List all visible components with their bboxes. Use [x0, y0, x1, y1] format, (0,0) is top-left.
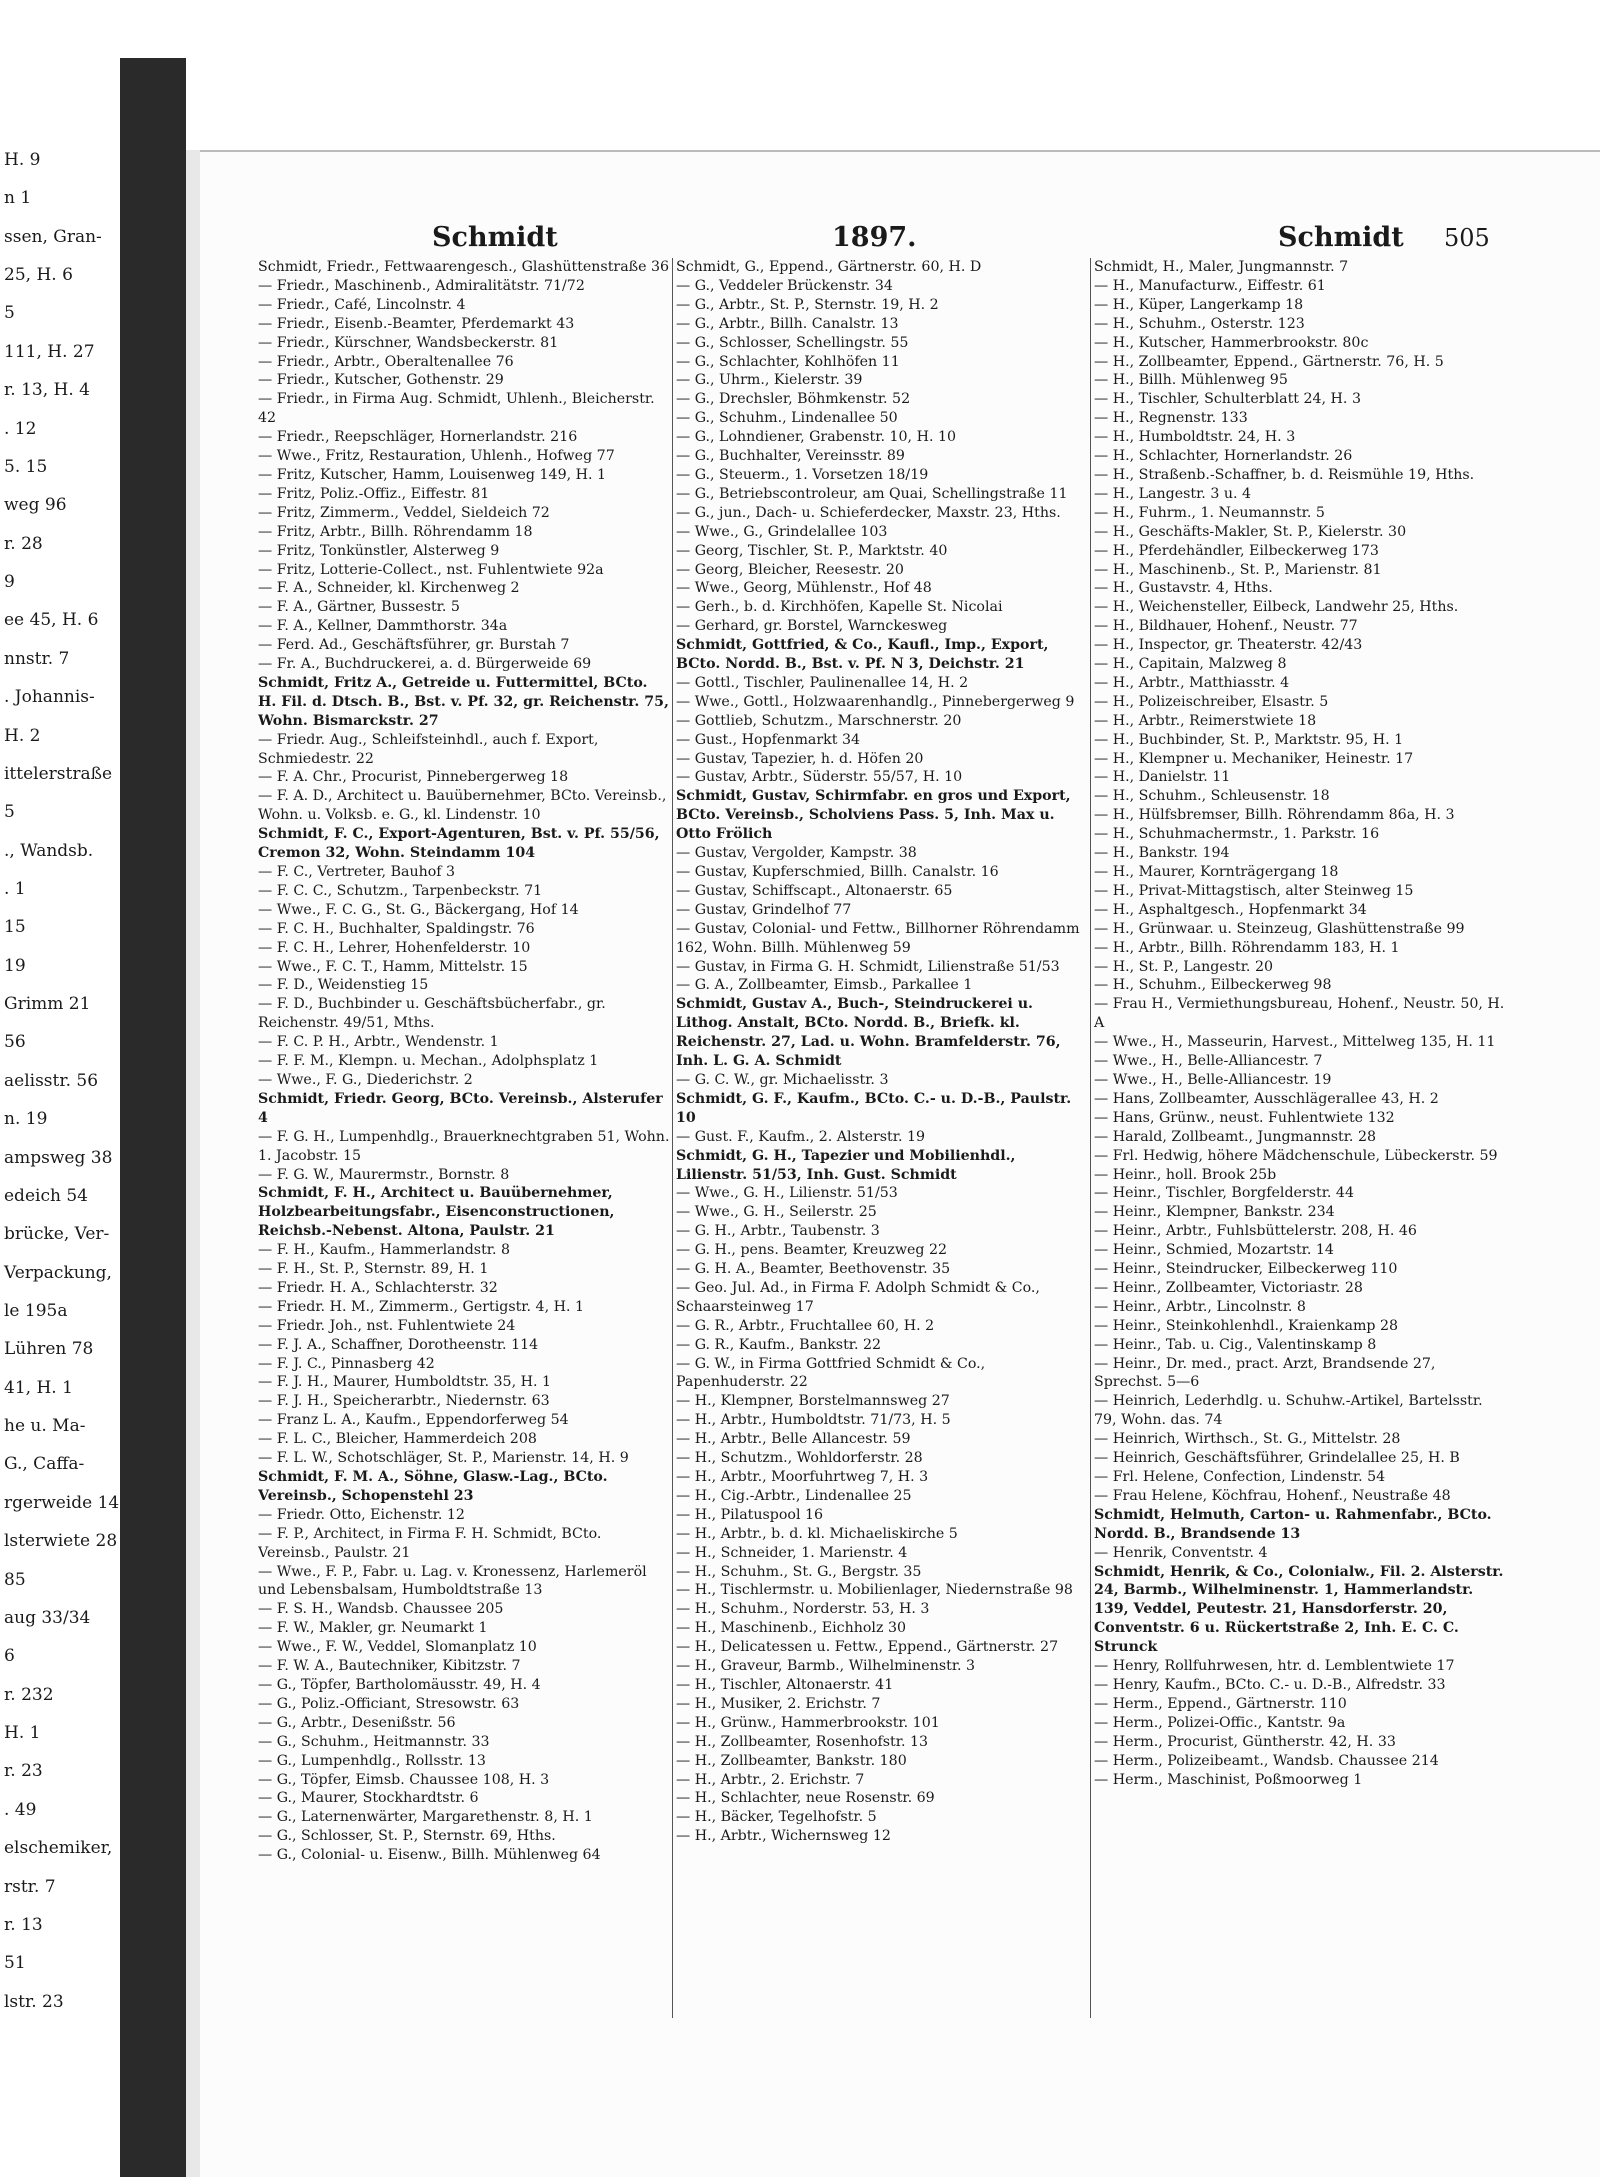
directory-entry: — Friedr., Eisenb.-Beamter, Pferdemarkt 43	[258, 315, 575, 332]
directory-entry: — H., Cig.-Arbtr., Lindenallee 25	[676, 1487, 912, 1504]
previous-page-text-fragment: 56	[4, 1032, 26, 1052]
previous-page-text-fragment: 111, H. 27	[4, 342, 95, 362]
directory-entry: — G. H., pens. Beamter, Kreuzweg 22	[676, 1242, 948, 1259]
header-right-surname: Schmidt	[1278, 222, 1404, 253]
directory-entry: — H., Langestr. 3 u. 4	[1094, 485, 1252, 502]
directory-entry: — Wwe., G., Grindelallee 103	[676, 523, 888, 540]
directory-entry: — Wwe., F. W., Veddel, Slomanplatz 10	[258, 1639, 537, 1656]
directory-entry: — Heinr., Steindrucker, Eilbeckerweg 110	[1094, 1261, 1398, 1278]
previous-page-text-fragment: 15	[4, 917, 26, 937]
previous-page-text-fragment: ampsweg 38	[4, 1148, 113, 1168]
previous-page-text-fragment: Verpackung,	[4, 1263, 112, 1283]
directory-entry: — G., Lumpenhdlg., Rollsstr. 13	[258, 1752, 486, 1769]
directory-entry: — G. W., in Firma Gottfried Schmidt & Co., Papenhuderstr. 22	[676, 1355, 986, 1391]
directory-entry: — Wwe., Gottl., Holzwaarenhandlg., Pinnebergerweg 9	[676, 693, 1075, 710]
directory-entry: — Frau Helene, Köchfrau, Hohenf., Neustraße 48	[1094, 1487, 1451, 1504]
page-fold	[186, 150, 200, 2177]
directory-column-3	[1094, 258, 1506, 2018]
directory-entry: — H., Arbtr., Billh. Röhrendamm 183, H. 1	[1094, 939, 1400, 956]
directory-entry: — H., Graveur, Barmb., Wilhelminenstr. 3	[676, 1658, 976, 1675]
directory-entry: — H., Schuhm., Norderstr. 53, H. 3	[676, 1601, 930, 1618]
directory-entry: — Gustav, Kupferschmied, Billh. Canalstr. 16	[676, 864, 999, 880]
directory-entry: Schmidt, F. H., Architect u. Bauübernehmer, Holzbearbeitungsfabr., Eisenconstructionen, Reichsb.-Nebenst. Altona, Paulstr. 21	[258, 1185, 615, 1240]
directory-entry: — H., Tischler, Schulterblatt 24, H. 3	[1094, 391, 1361, 408]
directory-entry: — H., Bankstr. 194	[1094, 845, 1230, 862]
directory-entry: — Friedr., Café, Lincolnstr. 4	[258, 296, 466, 313]
directory-entry: — H., Fuhrm., 1. Neumannstr. 5	[1094, 504, 1325, 521]
directory-entry: — Gustav, Schiffscapt., Altonaerstr. 65	[676, 882, 953, 899]
directory-entry: — G., Töpfer, Eimsb. Chaussee 108, H. 3	[258, 1771, 550, 1788]
directory-entry: — H., Arbtr., Reimerstwiete 18	[1094, 712, 1317, 729]
directory-entry: — Friedr. Otto, Eichenstr. 12	[258, 1506, 465, 1523]
directory-entry: — F. W. A., Bautechniker, Kibitzstr. 7	[258, 1658, 521, 1675]
previous-page-text-fragment: lstr. 23	[4, 1992, 64, 2012]
directory-entry: Schmidt, Fritz A., Getreide u. Futtermittel, BCto. H. Fil. d. Dtsch. B., Bst. v. Pf. 32, gr. Reichenstr. 75, Wohn. Bismarckstr. 27	[258, 674, 669, 729]
previous-page-text-fragment: 6	[4, 1646, 15, 1666]
directory-entry: — H., Zollbeamter, Eppend., Gärtnerstr. 76, H. 5	[1094, 353, 1444, 370]
directory-entry: — Henrik, Conventstr. 4	[1094, 1544, 1268, 1561]
directory-entry: — Friedr. Joh., nst. Fuhlentwiete 24	[258, 1317, 516, 1334]
directory-entry: — Heinr., Tab. u. Cig., Valentinskamp 8	[1094, 1336, 1377, 1353]
previous-page-fragment	[0, 140, 122, 2040]
directory-entry: — H., Bildhauer, Hohenf., Neustr. 77	[1094, 618, 1358, 635]
directory-entry: — Heinr., Arbtr., Fuhlsbüttelerstr. 208, H. 46	[1094, 1223, 1417, 1240]
directory-entry: — H., Privat-Mittagstisch, alter Steinweg 15	[1094, 882, 1414, 899]
directory-entry: — F. A. Chr., Procurist, Pinnebergerweg 18	[258, 769, 569, 786]
directory-entry: — Heinr., Tischler, Borgfelderstr. 44	[1094, 1185, 1354, 1202]
directory-entry: — G., Schlosser, Schellingstr. 55	[676, 334, 909, 351]
directory-entry: Schmidt, F. M. A., Söhne, Glasw.-Lag., BCto. Vereinsb., Schopenstehl 23	[258, 1469, 608, 1504]
previous-page-text-fragment: 9	[4, 572, 15, 592]
directory-entry: — F. H., St. P., Sternstr. 89, H. 1	[258, 1261, 489, 1278]
directory-entry: — Wwe., Fritz, Restauration, Uhlenh., Hofweg 77	[258, 448, 615, 465]
directory-entry: — F. J. C., Pinnasberg 42	[258, 1355, 435, 1372]
directory-entry: — Gustav, Vergolder, Kampstr. 38	[676, 845, 917, 862]
previous-page-text-fragment: n. 19	[4, 1109, 48, 1129]
directory-entry: — Wwe., H., Masseurin, Harvest., Mittelweg 135, H. 11	[1094, 1034, 1496, 1051]
directory-entry: — H., Grünwaar. u. Steinzeug, Glashüttenstraße 99	[1094, 920, 1465, 937]
directory-entry: — Fritz, Poliz.-Offiz., Eiffestr. 81	[258, 485, 490, 502]
directory-entry: — F. C. H., Lehrer, Hohenfelderstr. 10	[258, 939, 531, 956]
directory-entry: — F. C. C., Schutzm., Tarpenbeckstr. 71	[258, 882, 543, 899]
directory-entry: — H., Gustavstr. 4, Hths.	[1094, 580, 1273, 597]
directory-entry: — H., Musiker, 2. Erichstr. 7	[676, 1695, 881, 1712]
column-divider	[1090, 258, 1091, 2018]
directory-entry: — H., Arbtr., b. d. kl. Michaeliskirche 5	[676, 1525, 958, 1542]
previous-page-text-fragment: r. 232	[4, 1685, 54, 1705]
directory-entry: — Friedr., Kürschner, Wandsbeckerstr. 81	[258, 334, 559, 351]
previous-page-text-fragment: ., Wandsb.	[4, 841, 94, 861]
directory-entry: — H., Tischlermstr. u. Mobilienlager, Niedernstraße 98	[676, 1582, 1073, 1599]
previous-page-text-fragment: G., Caffa-	[4, 1454, 85, 1474]
previous-page-text-fragment: . 1	[4, 879, 26, 899]
directory-entry: — Wwe., Georg, Mühlenstr., Hof 48	[676, 580, 932, 597]
previous-page-text-fragment: aelisstr. 56	[4, 1071, 99, 1091]
directory-entry: — G. H., Arbtr., Taubenstr. 3	[676, 1223, 880, 1240]
directory-entry: — G., Uhrm., Kielerstr. 39	[676, 372, 863, 389]
directory-entry: — H., Arbtr., 2. Erichstr. 7	[676, 1771, 865, 1788]
directory-entry: — Fritz, Tonkünstler, Alsterweg 9	[258, 542, 500, 559]
directory-entry: — Gerhard, gr. Borstel, Warnckesweg	[676, 618, 948, 635]
previous-page-text-fragment: r. 28	[4, 534, 43, 554]
directory-entry: — Harald, Zollbeamt., Jungmannstr. 28	[1094, 1128, 1377, 1145]
page-header	[200, 222, 1490, 258]
directory-entry: — Gustav, Tapezier, h. d. Höfen 20	[676, 750, 924, 767]
directory-entry: — G. A., Zollbeamter, Eimsb., Parkallee 1	[676, 977, 973, 994]
directory-entry: — Henry, Rollfuhrwesen, htr. d. Lemblentwiete 17	[1094, 1658, 1455, 1675]
previous-page-text-fragment: lsterwiete 28	[4, 1531, 118, 1551]
previous-page-text-fragment: 5. 15	[4, 457, 48, 477]
directory-entry: — Gustav, in Firma G. H. Schmidt, Lilienstraße 51/53	[676, 958, 1060, 975]
previous-page-text-fragment: 85	[4, 1570, 26, 1590]
directory-entry: — G. R., Kaufm., Bankstr. 22	[676, 1336, 882, 1353]
directory-entry: — H., Asphaltgesch., Hopfenmarkt 34	[1094, 901, 1367, 918]
directory-entry: — Hans, Grünw., neust. Fuhlentwiete 132	[1094, 1109, 1395, 1126]
directory-entry: Schmidt, Helmuth, Carton- u. Rahmenfabr., BCto. Nordd. B., Brandsende 13	[1094, 1506, 1492, 1542]
previous-page-text-fragment: rgerweide 14	[4, 1493, 120, 1513]
directory-entry: — Fritz, Kutscher, Hamm, Louisenweg 149, H. 1	[258, 466, 607, 483]
directory-entry: — Friedr., Maschinenb., Admiralitätstr. 71/72	[258, 277, 585, 294]
previous-page-text-fragment: 51	[4, 1953, 26, 1973]
directory-entry: Schmidt, G. H., Tapezier und Mobilienhdl., Lilienstr. 51/53, Inh. Gust. Schmidt	[676, 1147, 1016, 1183]
directory-entry: — Heinr., holl. Brook 25b	[1094, 1166, 1277, 1183]
directory-entry: — F. J. A., Schaffner, Dorotheenstr. 114	[258, 1336, 539, 1353]
directory-entry: — Gust. F., Kaufm., 2. Alsterstr. 19	[676, 1128, 926, 1145]
directory-entry: — H., Arbtr., Moorfuhrtweg 7, H. 3	[676, 1469, 929, 1485]
previous-page-text-fragment: 41, H. 1	[4, 1378, 73, 1398]
previous-page-text-fragment: n 1	[4, 188, 32, 208]
directory-entry: — G., Schuhm., Heitmannstr. 33	[258, 1733, 490, 1750]
directory-entry: — Gustav, Colonial- und Fettw., Billhorner Röhrendamm 162, Wohn. Billh. Mühlenweg 59	[676, 920, 1080, 956]
directory-entry: — F. L. C., Bleicher, Hammerdeich 208	[258, 1431, 537, 1448]
directory-entry: — Heinrich, Wirthsch., St. G., Mittelstr. 28	[1094, 1431, 1401, 1448]
directory-entry: — H., Arbtr., Wichernsweg 12	[676, 1828, 891, 1845]
directory-entry: — H., Klempner, Borstelmannsweg 27	[676, 1393, 950, 1410]
directory-entry: — H., Schuhm., Osterstr. 123	[1094, 315, 1305, 332]
previous-page-text-fragment: ittelerstraße	[4, 764, 113, 784]
directory-entry: — Friedr., Reepschläger, Hornerlandstr. 216	[258, 429, 578, 446]
directory-entry: — Herm., Procurist, Güntherstr. 42, H. 33	[1094, 1733, 1396, 1750]
directory-entry: — Friedr. H. A., Schlachterstr. 32	[258, 1279, 498, 1296]
previous-page-text-fragment: H. 1	[4, 1723, 41, 1743]
directory-entry: — Wwe., F. G., Diederichstr. 2	[258, 1071, 473, 1088]
directory-entry: Schmidt, Gustav A., Buch-, Steindruckerei u. Lithog. Anstalt, BCto. Nordd. B., Briefk. kl. Reichenstr. 27, Lad. u. Wohn. Bramfelderstr. 76, Inh. L. G. A. Schmidt	[676, 996, 1061, 1070]
directory-entry: — F. D., Weidenstieg 15	[258, 977, 429, 994]
directory-entry: — H., Kutscher, Hammerbrookstr. 80c	[1094, 334, 1369, 351]
directory-entry: — H., Straßenb.-Schaffner, b. d. Reismühle 19, Hths.	[1094, 466, 1475, 483]
directory-entry: — F. A. D., Architect u. Bauübernehmer, BCto. Vereinsb., Wohn. u. Volksb. e. G., kl. Lindenstr. 10	[258, 788, 667, 824]
previous-page-text-fragment: 25, H. 6	[4, 265, 73, 285]
page-top-edge	[200, 150, 1600, 152]
page-number: 505	[1444, 224, 1490, 252]
directory-entry: — G. C. W., gr. Michaelisstr. 3	[676, 1071, 889, 1088]
directory-entry: Schmidt, G. F., Kaufm., BCto. C.- u. D.-B., Paulstr. 10	[676, 1090, 1072, 1126]
directory-entry: — G. H. A., Beamter, Beethovenstr. 35	[676, 1261, 951, 1278]
header-left-surname: Schmidt	[432, 222, 558, 253]
directory-entry: — Fr. A., Buchdruckerei, a. d. Bürgerweide 69	[258, 656, 592, 673]
directory-entry: — Heinr., Zollbeamter, Victoriastr. 28	[1094, 1279, 1363, 1296]
directory-entry: — Heinr., Dr. med., pract. Arzt, Brandsende 27, Sprechst. 5—6	[1094, 1355, 1436, 1391]
directory-column-1	[258, 258, 670, 2018]
directory-entry: — F. L. W., Schotschläger, St. P., Marienstr. 14, H. 9	[258, 1450, 629, 1467]
directory-entry: — H., Schuhm., Schleusenstr. 18	[1094, 788, 1330, 805]
directory-entry: — Gerh., b. d. Kirchhöfen, Kapelle St. Nicolai	[676, 599, 1003, 616]
directory-entry: — Wwe., F. C. G., St. G., Bäckergang, Hof 14	[258, 901, 579, 918]
directory-entry: — F. F. M., Klempn. u. Mechan., Adolphsplatz 1	[258, 1053, 599, 1070]
directory-entry: Schmidt, H., Maler, Jungmannstr. 7	[1094, 259, 1349, 275]
directory-entry: — G., Drechsler, Böhmkenstr. 52	[676, 391, 911, 408]
directory-entry: — Heinrich, Lederhdlg. u. Schuhw.-Artikel, Bartelsstr. 79, Wohn. das. 74	[1094, 1393, 1483, 1429]
directory-entry: — G., Schlachter, Kohlhöfen 11	[676, 353, 900, 370]
directory-entry: — F. P., Architect, in Firma F. H. Schmidt, BCto. Vereinsb., Paulstr. 21	[258, 1525, 602, 1561]
directory-entry: — F. C. H., Buchhalter, Spaldingstr. 76	[258, 920, 535, 937]
previous-page-text-fragment: he u. Ma-	[4, 1416, 86, 1436]
directory-entry: — G., Steuerm., 1. Vorsetzen 18/19	[676, 466, 929, 483]
directory-entry: — F. G. H., Lumpenhdlg., Brauerknechtgraben 51, Wohn. 1. Jacobstr. 15	[258, 1128, 670, 1164]
previous-page-text-fragment: ee 45, H. 6	[4, 610, 99, 630]
directory-entry: — G., Laternenwärter, Margarethenstr. 8, H. 1	[258, 1809, 593, 1826]
directory-entry: Schmidt, Friedr. Georg, BCto. Vereinsb., Alsterufer 4	[258, 1090, 663, 1126]
directory-entry: — H., Schlachter, Hornerlandstr. 26	[1094, 448, 1353, 465]
previous-page-text-fragment: r. 13	[4, 1915, 43, 1935]
directory-entry: — F. A., Kellner, Dammthorstr. 34a	[258, 618, 508, 635]
directory-entry: — Hans, Zollbeamter, Ausschlägerallee 43, H. 2	[1094, 1090, 1439, 1107]
directory-entry: — F. H., Kaufm., Hammerlandstr. 8	[258, 1242, 511, 1259]
directory-entry: — Wwe., H., Belle-Alliancestr. 7	[1094, 1053, 1323, 1070]
directory-entry: — H., Tischler, Altonaerstr. 41	[676, 1676, 894, 1693]
directory-entry: Schmidt, Gottfried, & Co., Kaufl., Imp., Export, BCto. Nordd. B., Bst. v. Pf. N 3, Deichstr. 21	[676, 637, 1049, 673]
directory-entry: — H., Weichensteller, Eilbeck, Landwehr 25, Hths.	[1094, 599, 1459, 616]
directory-entry: — G., Betriebscontroleur, am Quai, Schellingstraße 11	[676, 485, 1068, 502]
directory-entry: — F. S. H., Wandsb. Chaussee 205	[258, 1601, 504, 1618]
directory-entry: — G. R., Arbtr., Fruchtallee 60, H. 2	[676, 1317, 935, 1334]
previous-page-text-fragment: edeich 54	[4, 1186, 88, 1206]
directory-entry: — Friedr., Arbtr., Oberaltenallee 76	[258, 353, 514, 370]
directory-entry: — G., Arbtr., Desenißstr. 56	[258, 1714, 456, 1731]
directory-entry: — H., St. P., Langestr. 20	[1094, 958, 1274, 975]
previous-page-text-fragment: . 12	[4, 419, 37, 439]
directory-entry: — H., Buchbinder, St. P., Marktstr. 95, H. 1	[1094, 731, 1404, 748]
previous-page-text-fragment: brücke, Ver-	[4, 1224, 110, 1244]
column-divider	[672, 258, 673, 2018]
directory-entry: — F. A., Schneider, kl. Kirchenweg 2	[258, 580, 520, 597]
previous-page-text-fragment: r. 23	[4, 1761, 43, 1781]
directory-entry: — H., Schuhmachermstr., 1. Parkstr. 16	[1094, 826, 1380, 843]
directory-entry: — Henry, Kaufm., BCto. C.- u. D.-B., Alfredstr. 33	[1094, 1676, 1446, 1693]
directory-entry: — H., Arbtr., Belle Allancestr. 59	[676, 1431, 911, 1448]
directory-entry: — Georg, Tischler, St. P., Marktstr. 40	[676, 542, 948, 559]
directory-entry: — Gottlieb, Schutzm., Marschnerstr. 20	[676, 712, 962, 729]
directory-entry: — G., Veddeler Brückenstr. 34	[676, 277, 893, 294]
previous-page-text-fragment: weg 96	[4, 495, 67, 515]
previous-page-text-fragment: le 195a	[4, 1301, 68, 1321]
directory-entry: — Heinr., Klempner, Bankstr. 234	[1094, 1204, 1335, 1221]
directory-entry: Schmidt, Henrik, & Co., Colonialw., Fil. 2. Alsterstr. 24, Barmb., Wilhelminenstr. 1, Hammerlandstr. 139, Veddel, Peutestr. 21, Hansdorferstr. 20, Conventstr. 6 u. Rückertstraße 2, Inh. E. C. C. Strunck	[1094, 1563, 1504, 1656]
previous-page-text-fragment: . 49	[4, 1800, 37, 1820]
previous-page-text-fragment: Grimm 21	[4, 994, 91, 1014]
directory-entry: — H., Maschinenb., Eichholz 30	[676, 1620, 906, 1637]
previous-page-text-fragment: 5	[4, 802, 15, 822]
directory-entry: — Friedr., Kutscher, Gothenstr. 29	[258, 372, 504, 389]
directory-entry: — Wwe., F. C. T., Hamm, Mittelstr. 15	[258, 958, 528, 975]
directory-entry: — Ferd. Ad., Geschäftsführer, gr. Burstah 7	[258, 637, 570, 654]
directory-entry: — G., Arbtr., St. P., Sternstr. 19, H. 2	[676, 296, 939, 313]
directory-entry: — H., Schneider, 1. Marienstr. 4	[676, 1544, 908, 1561]
directory-entry: — G., jun., Dach- u. Schieferdecker, Maxstr. 23, Hths.	[676, 504, 1061, 521]
previous-page-text-fragment: 5	[4, 303, 15, 323]
directory-entry: — F. D., Buchbinder u. Geschäftsbücherfabr., gr. Reichenstr. 49/51, Mths.	[258, 996, 606, 1032]
directory-entry: — H., Inspector, gr. Theaterstr. 42/43	[1094, 637, 1363, 654]
directory-entry: — Frl. Helene, Confection, Lindenstr. 54	[1094, 1469, 1386, 1485]
directory-entry: — G., Buchhalter, Vereinsstr. 89	[676, 448, 905, 465]
previous-page-text-fragment: ssen, Gran-	[4, 227, 102, 247]
directory-entry: — Gustav, Arbtr., Süderstr. 55/57, H. 10	[676, 769, 963, 786]
directory-entry: — Friedr., in Firma Aug. Schmidt, Uhlenh., Bleicherstr. 42	[258, 391, 655, 427]
directory-entry: — H., Zollbeamter, Bankstr. 180	[676, 1752, 907, 1769]
directory-entry: — H., Maschinenb., St. P., Marienstr. 81	[1094, 561, 1382, 578]
directory-entry: — Fritz, Lotterie-Collect., nst. Fuhlentwiete 92a	[258, 561, 604, 578]
previous-page-text-fragment: H. 9	[4, 150, 41, 170]
directory-entry: — G., Colonial- u. Eisenw., Billh. Mühlenweg 64	[258, 1847, 601, 1864]
directory-entry: — H., Arbtr., Humboldtstr. 71/73, H. 5	[676, 1412, 951, 1429]
directory-entry: — F. C. P. H., Arbtr., Wendenstr. 1	[258, 1034, 499, 1051]
directory-entry: — H., Maurer, Kornträgergang 18	[1094, 864, 1339, 880]
directory-entry: — Geo. Jul. Ad., in Firma F. Adolph Schmidt & Co., Schaarsteinweg 17	[676, 1279, 1040, 1315]
directory-entry: — F. C., Vertreter, Bauhof 3	[258, 864, 456, 880]
directory-entry: — Herm., Eppend., Gärtnerstr. 110	[1094, 1695, 1347, 1712]
directory-entry: Schmidt, F. C., Export-Agenturen, Bst. v. Pf. 55/56, Cremon 32, Wohn. Steindamm 104	[258, 826, 660, 862]
directory-entry: — H., Schlachter, neue Rosenstr. 69	[676, 1790, 935, 1807]
previous-page-text-fragment: 19	[4, 956, 26, 976]
directory-entry: — G., Töpfer, Bartholomäusstr. 49, H. 4	[258, 1676, 541, 1693]
previous-page-text-fragment: elschemiker,	[4, 1838, 113, 1858]
directory-column-2	[676, 258, 1088, 2018]
directory-entry: — H., Grünw., Hammerbrookstr. 101	[676, 1714, 940, 1731]
directory-entry: — Wwe., G. H., Seilerstr. 25	[676, 1204, 877, 1221]
previous-page-text-fragment: rstr. 7	[4, 1877, 56, 1897]
directory-entry: — Heinr., Arbtr., Lincolnstr. 8	[1094, 1298, 1306, 1315]
directory-entry: — H., Hülfsbremser, Billh. Röhrendamm 86a, H. 3	[1094, 807, 1455, 824]
directory-entry: — F. J. H., Maurer, Humboldtstr. 35, H. 1	[258, 1374, 552, 1391]
directory-entry: — G., Poliz.-Officiant, Stresowstr. 63	[258, 1695, 520, 1712]
directory-entry: — H., Küper, Langerkamp 18	[1094, 296, 1304, 313]
directory-entry: — Herm., Polizeibeamt., Wandsb. Chaussee 214	[1094, 1752, 1439, 1769]
directory-entry: — Heinr., Steinkohlenhdl., Kraienkamp 28	[1094, 1317, 1399, 1334]
directory-entry: — Wwe., H., Belle-Alliancestr. 19	[1094, 1071, 1332, 1088]
directory-entry: — H., Pferdehändler, Eilbeckerweg 173	[1094, 542, 1379, 559]
directory-entry: — Heinrich, Geschäftsführer, Grindelallee 25, H. B	[1094, 1450, 1460, 1467]
directory-entry: — Franz L. A., Kaufm., Eppendorferweg 54	[258, 1412, 569, 1429]
directory-entry: — Gottl., Tischler, Paulinenallee 14, H. 2	[676, 674, 969, 691]
directory-entry: — G., Schuhm., Lindenallee 50	[676, 410, 898, 427]
directory-entry: — Heinr., Schmied, Mozartstr. 14	[1094, 1242, 1334, 1259]
directory-entry: — H., Polizeischreiber, Elsastr. 5	[1094, 693, 1329, 710]
directory-entry: — H., Bäcker, Tegelhofstr. 5	[676, 1809, 877, 1826]
previous-page-text-fragment: aug 33/34	[4, 1608, 91, 1628]
directory-entry: — F. J. H., Speicherarbtr., Niedernstr. 63	[258, 1393, 550, 1410]
book-gutter	[120, 58, 186, 2177]
previous-page-text-fragment: r. 13, H. 4	[4, 380, 90, 400]
directory-entry: — H., Pilatuspool 16	[676, 1506, 824, 1523]
directory-entry: — Wwe., G. H., Lilienstr. 51/53	[676, 1185, 898, 1202]
directory-entry: — Gustav, Grindelhof 77	[676, 901, 852, 918]
directory-entry: — Wwe., F. P., Fabr. u. Lag. v. Kronessenz, Harlemeröl und Lebensbalsam, Humboldtstraße 13	[258, 1563, 647, 1599]
directory-entry: Schmidt, Gustav, Schirmfabr. en gros und Export, BCto. Vereinsb., Scholviens Pass. 5, Inh. Max u. Otto Frölich	[676, 788, 1071, 843]
directory-entry: — Frl. Hedwig, höhere Mädchenschule, Lübeckerstr. 59	[1094, 1147, 1498, 1164]
directory-entry: — H., Billh. Mühlenweg 95	[1094, 372, 1288, 389]
directory-entry: — Frau H., Vermiethungsbureau, Hohenf., Neustr. 50, H. A	[1094, 996, 1505, 1032]
directory-entry: — H., Zollbeamter, Rosenhofstr. 13	[676, 1733, 929, 1750]
directory-entry: — G., Maurer, Stockhardtstr. 6	[258, 1790, 479, 1807]
directory-entry: — H., Klempner u. Mechaniker, Heinestr. 17	[1094, 750, 1414, 767]
directory-entry: — H., Arbtr., Matthiasstr. 4	[1094, 674, 1290, 691]
directory-entry: — H., Schutzm., Wohldorferstr. 28	[676, 1450, 923, 1467]
directory-entry: — H., Schuhm., St. G., Bergstr. 35	[676, 1563, 922, 1580]
directory-entry: — H., Schuhm., Eilbeckerweg 98	[1094, 977, 1332, 994]
previous-page-text-fragment: Lühren 78	[4, 1339, 94, 1359]
directory-entry: — H., Capitain, Malzweg 8	[1094, 656, 1287, 673]
directory-entry: — Herm., Maschinist, Poßmoorweg 1	[1094, 1771, 1363, 1788]
directory-entry: — H., Manufacturw., Eiffestr. 61	[1094, 277, 1326, 294]
directory-entry: — H., Danielstr. 11	[1094, 769, 1231, 786]
directory-entry: — F. G. W., Maurermstr., Bornstr. 8	[258, 1166, 510, 1183]
directory-entry: — G., Lohndiener, Grabenstr. 10, H. 10	[676, 429, 957, 446]
previous-page-text-fragment: . Johannis-	[4, 687, 95, 707]
directory-entry: Schmidt, G., Eppend., Gärtnerstr. 60, H. D	[676, 259, 982, 275]
directory-entry: — Gust., Hopfenmarkt 34	[676, 731, 861, 748]
directory-entry: — H., Regnenstr. 133	[1094, 410, 1248, 427]
directory-entry: — Herm., Polizei-Offic., Kantstr. 9a	[1094, 1714, 1346, 1731]
directory-entry: — F. A., Gärtner, Bussestr. 5	[258, 599, 460, 616]
header-year: 1897.	[832, 222, 917, 253]
directory-entry: — Friedr. Aug., Schleifsteinhdl., auch f. Export, Schmiedestr. 22	[258, 731, 599, 767]
directory-entry: — Friedr. H. M., Zimmerm., Gertigstr. 4, H. 1	[258, 1298, 585, 1315]
directory-entry: — H., Delicatessen u. Fettw., Eppend., Gärtnerstr. 27	[676, 1639, 1059, 1656]
directory-entry: — Fritz, Arbtr., Billh. Röhrendamm 18	[258, 523, 533, 540]
directory-entry: — Fritz, Zimmerm., Veddel, Sieldeich 72	[258, 504, 550, 521]
directory-entry: — H., Geschäfts-Makler, St. P., Kielerstr. 30	[1094, 523, 1407, 540]
directory-entry: — G., Arbtr., Billh. Canalstr. 13	[676, 315, 899, 332]
directory-entry: — G., Schlosser, St. P., Sternstr. 69, Hths.	[258, 1828, 556, 1845]
directory-entry: — Georg, Bleicher, Reesestr. 20	[676, 561, 904, 578]
directory-entry: Schmidt, Friedr., Fettwaarengesch., Glashüttenstraße 36	[258, 259, 670, 275]
previous-page-text-fragment: H. 2	[4, 726, 41, 746]
previous-page-text-fragment: nnstr. 7	[4, 649, 70, 669]
directory-entry: — F. W., Makler, gr. Neumarkt 1	[258, 1620, 488, 1637]
directory-entry: — H., Humboldtstr. 24, H. 3	[1094, 429, 1296, 446]
